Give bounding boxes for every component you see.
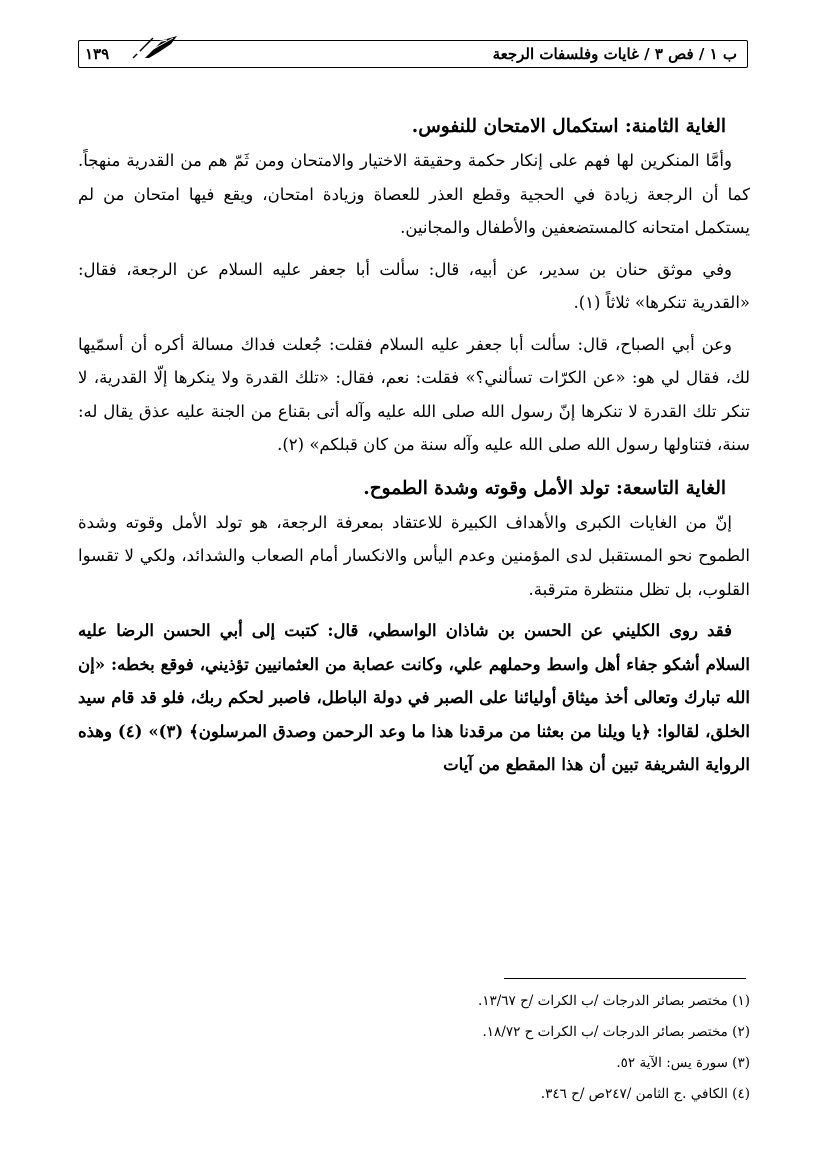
- footnote: (٤) الكافي .ج الثامن /٢٤٧ص /ح ٣٤٦.: [540, 1086, 750, 1102]
- paragraph: إنّ من الغايات الكبرى والأهداف الكبيرة للاعتقاد بمعرفة الرجعة، هو تولد الأمل وقوته وشدة الطموح نحو المستقبل لدى المؤمنين وعدم اليأس والانكسار أمام الصعاب والشدائد، ولكي لا تقسوا القلوب، بل تظل منتظرة مترقبة.: [78, 512, 750, 599]
- header-ornament-icon: [123, 32, 179, 66]
- footnotes: [78, 986, 750, 1110]
- paragraph: وأمَّا المنكرين لها فهم على إنكار حكمة وحقيقة الاختيار والامتحان ومن ثَمّ هم من القدرية منهجاً. كما أن الرجعة زيادة في الحجية وقطع العذر للعصاة وزيادة امتحان، ويقع فيها امتحان من لم يستكمل امتحانه كالمستضعفين والأطفال والمجانين.: [78, 151, 750, 237]
- running-header: [78, 40, 748, 68]
- header-title: ب ١ / فص ٣ / غايات وفلسفات الرجعة: [492, 45, 737, 63]
- paragraph: وعن أبي الصباح، قال: سألت أبا جعفر عليه السلام فقلت: جُعلت فداك مسالة أكره أن أسمّيها لك، فقال لي هو: «عن الكرّات تسألني؟» فقلت: نعم، فقال: «تلك القدرة ولا ينكرها إلّا القدرية، لا تنكر تلك القدرة لا تنكرها إنّ رسول الله صلى الله عليه وآله أتى بقناع من الجنة عليه عذق يقال له: سنة، فتناولها رسول الله صلى الله عليه وآله سنة من كان قبلكم» (٢).: [78, 334, 750, 454]
- footnote: (٢) مختصر بصائر الدرجات /ب الكرات ح ١٨/٧٢.: [482, 1024, 750, 1040]
- section-heading: الغاية الثامنة: استكمال الامتحان للنفوس.: [411, 116, 726, 137]
- section-heading: الغاية التاسعة: تولد الأمل وقوته وشدة الطموح.: [363, 477, 726, 499]
- footnote: (٣) سورة يس: الآية ٥٢.: [616, 1055, 750, 1071]
- paragraph: فقد روى الكليني عن الحسن بن شاذان الواسطي، قال: كتبت إلى أبي الحسن الرضا عليه السلام أشكو جفاء أهل واسط وحملهم علي، وكانت عصابة من العثمانيين تؤذيني، فوقع بخطه: «إن الله تبارك وتعالى أخذ ميثاق أوليائنا على الصبر في دولة الباطل، فاصبر لحكم ربك، فلو قد قام سيد الخلق، لقالوا: ﴿يا ويلنا من بعثنا من مرقدنا هذا ما وعد الرحمن وصدق المرسلون﴾ (٣)» (٤) وهذه الرواية الشريفة تبين أن هذا المقطع من آيات: [78, 621, 750, 774]
- footnote: (١) مختصر بصائر الدرجات /ب الكرات /ح ١٣/٦٧.: [477, 993, 750, 1009]
- footnote-divider: [504, 978, 746, 979]
- paragraph: وفي موثق حنان بن سدير، عن أبيه، قال: سألت أبا جعفر عليه السلام عن الرجعة، فقال: «القدرية تنكرها» ثلاثاً (١).: [78, 259, 750, 312]
- main-text: [78, 110, 750, 782]
- page-number: ١٣٩: [85, 45, 110, 63]
